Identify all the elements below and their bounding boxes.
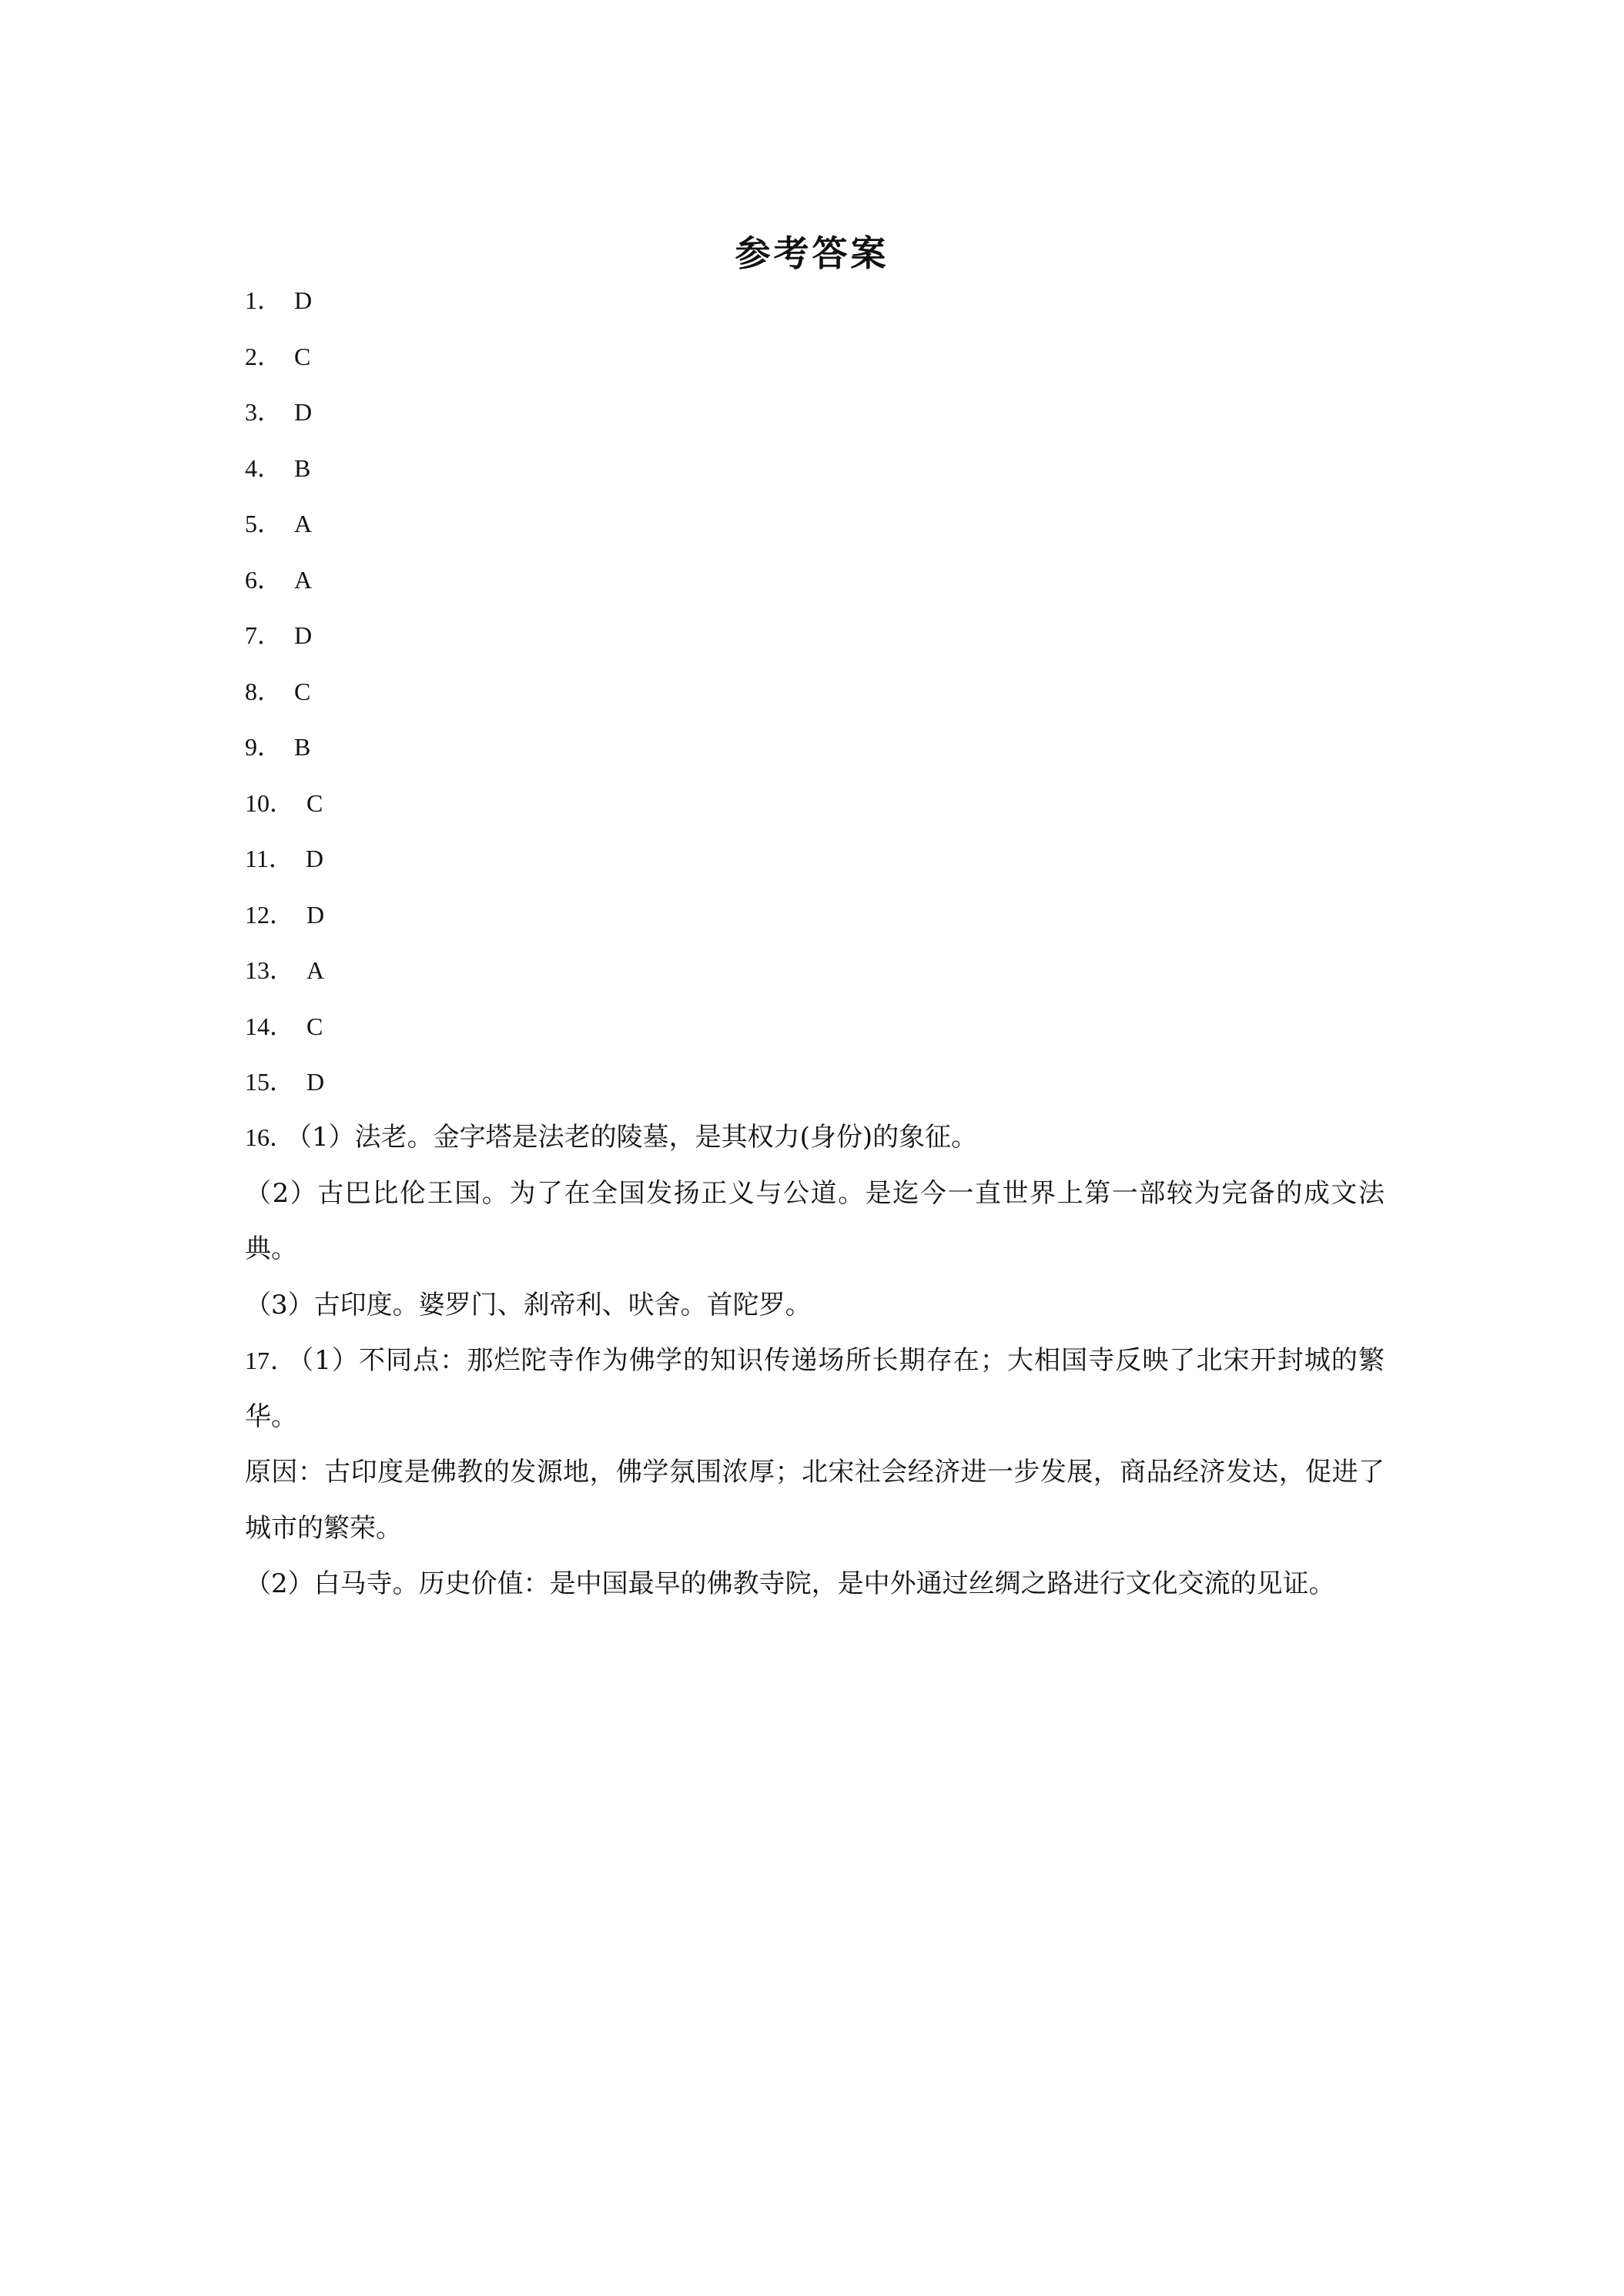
answer-letter: C [294,342,311,370]
list-item [245,440,1400,497]
question-number: 10． [245,788,295,817]
list-item [245,329,1400,385]
answer-letter: D [306,1068,325,1096]
q16-part1 [245,1110,1385,1166]
list-item [245,496,1400,552]
question-number: 12． [245,900,295,929]
list-item [245,1054,1400,1110]
list-item [245,999,1400,1055]
question-number: 16． [245,1123,295,1151]
question-number: 6． [245,565,283,594]
list-item [245,607,1400,664]
answer-letter: D [306,900,325,929]
q17-part2: （2）白马寺。历史价值：是中国最早的佛教寺院，是中外通过丝绸之路进行文化交流的见证。 [245,1568,1335,1599]
answer-letter: B [294,454,311,482]
q17-part1 [245,1333,1385,1444]
question-number: 3． [245,398,283,426]
list-item [245,664,1400,720]
list-item [245,719,1400,775]
answer-letter: D [294,286,313,314]
answer-letter: D [294,621,313,649]
answer-text: （1）法老。金字塔是法老的陵墓，是其权力(身份)的象征。 [299,1122,978,1153]
page-title: 参考答案 [735,233,889,274]
answer-letter: A [294,565,313,594]
essay-answers [245,1110,1385,1612]
list-item [245,775,1400,832]
list-item [245,273,1400,329]
answer-letter: A [306,956,325,984]
question-number: 15． [245,1068,295,1096]
list-item [245,942,1400,999]
answer-letter: D [305,845,323,872]
question-number: 8． [245,677,283,705]
question-number: 17． [245,1347,296,1374]
question-number: 9． [245,733,283,761]
answer-letter: D [294,398,313,426]
question-number: 1． [245,286,283,314]
answer-letter: C [294,677,311,705]
answer-text: （1）不同点：那烂陀寺作为佛学的知识传递场所长期存在；大相国寺反映了北宋开封城的繁华。 [245,1345,1385,1432]
answer-letter: B [294,733,311,761]
list-item [245,384,1400,440]
question-number: 13． [245,956,295,984]
question-number: 2． [245,342,283,370]
q16-part3: （3）古印度。婆罗门、刹帝利、吠舍。首陀罗。 [245,1289,812,1320]
list-item [245,887,1400,943]
list-item [245,831,1400,887]
q16-part2: （2）古巴比伦王国。为了在全国发扬正义与公道。是迄今一直世界上第一部较为完备的成文法典。 [245,1177,1385,1264]
question-number: 7． [245,621,283,649]
list-item [245,552,1400,608]
answer-letter: A [294,510,313,537]
question-number: 4． [245,454,283,482]
answer-letter: C [306,1012,323,1040]
choice-answer-list [245,273,1400,1110]
answer-letter: C [306,788,323,817]
question-number: 5． [245,510,283,537]
question-number: 11． [245,845,293,872]
question-number: 14． [245,1012,295,1040]
q17-part1-reason: 原因：古印度是佛教的发源地，佛学氛围浓厚；北宋社会经济进一步发展，商品经济发达，促进了城市的繁荣。 [245,1457,1385,1544]
